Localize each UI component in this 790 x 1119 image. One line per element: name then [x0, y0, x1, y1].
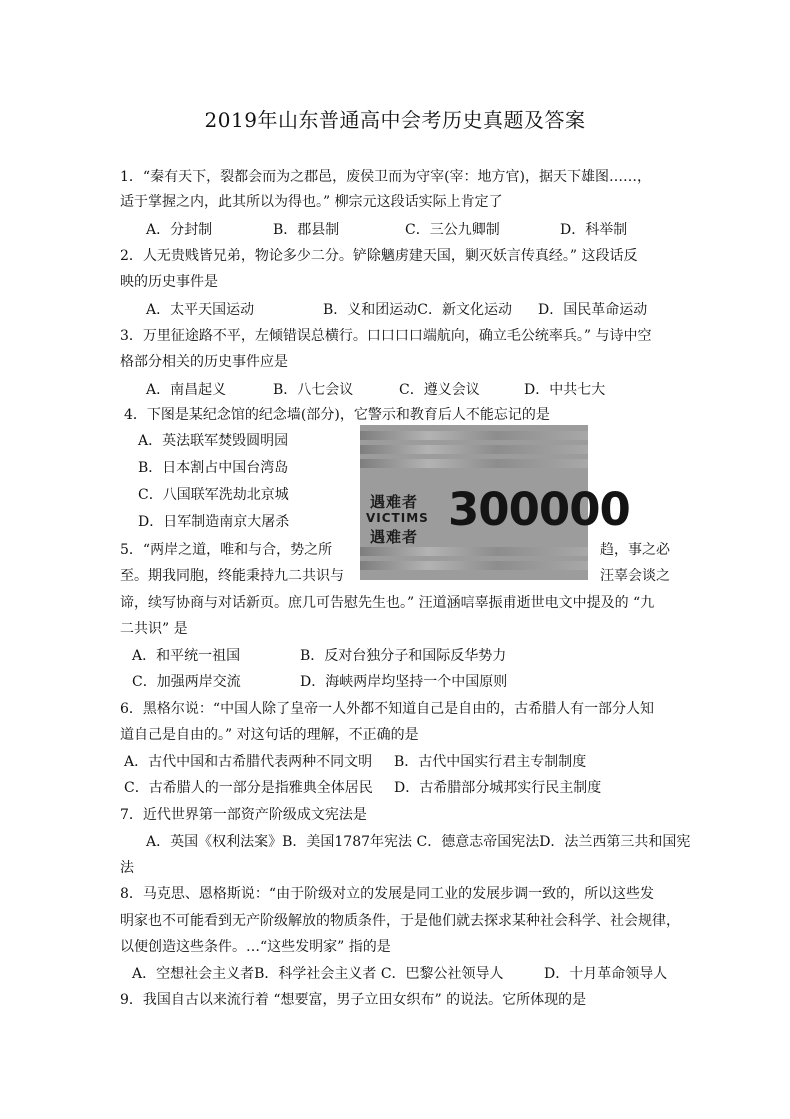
q4-option-b: B．日本割占中国台湾岛 [138, 460, 289, 476]
q1-stem-line-1: 1．“秦有天下，裂都会而为之郡邑，废侯卫而为守宰(宰：地方官)，据天下雄图……， [120, 169, 651, 185]
q3-option-a: A．南昌起义 [146, 382, 227, 398]
memorial-wall-photo [360, 425, 630, 580]
q8-option-d: D．十月革命领导人 [544, 966, 668, 982]
q2-stem-line-2: 映的历史事件是 [120, 274, 218, 290]
q5-option-a: A．和平统一祖国 [132, 648, 241, 664]
q2-option-bc: B．义和团运动C．新文化运动 [323, 302, 512, 318]
q5-stem-line-4: 二共识” 是 [120, 621, 188, 637]
photo-victims-cn-bottom: 遇难者 [370, 528, 419, 546]
page-title: 2019年山东普通高中会考历史真题及答案 [204, 108, 586, 132]
q5-stem-line-2-right: 汪辜会谈之 [600, 568, 670, 584]
q1-option-d: D．科举制 [560, 222, 628, 238]
q8-option-abc: A．空想社会主义者B．科学社会主义者 C．巴黎公社领导人 [132, 966, 504, 982]
q7-stem-line-1: 7．近代世界第一部资产阶级成文宪法是 [120, 807, 367, 823]
photo-victims-en: VICTIMS [366, 511, 429, 525]
q1-option-c: C．三公九卿制 [405, 222, 500, 238]
q6-option-a: A．古代中国和古希腊代表两种不同文明 [124, 754, 373, 770]
q4-stem-line-1: 4．下图是某纪念馆的纪念墙(部分)，它警示和教育后人不能忘记的是 [124, 407, 550, 423]
q4-option-a: A．英法联军焚毁圆明园 [138, 433, 289, 449]
q9-stem-line-1: 9．我国自古以来流行着 “想要富，男子立田女织布” 的说法。它所体现的是 [120, 992, 587, 1008]
q4-option-c: C．八国联军洗劫北京城 [138, 487, 289, 503]
q6-stem-line-1: 6．黑格尔说：“中国人除了皇帝一人外都不知道自己是自由的，古希腊人有一部分人知 [120, 701, 655, 717]
q1-stem-line-2: 适于掌握之内，此其所以为得也。” 柳宗元这段话实际上肯定了 [120, 194, 503, 210]
q3-option-c: C．遵义会议 [399, 382, 480, 398]
q5-stem-line-3: 谛，续写协商与对话新页。庶几可告慰先生也。” 汪道涵唁辜振甫逝世电文中提及的 “九 [120, 595, 655, 611]
q5-option-d: D．海峡两岸均坚持一个中国原则 [300, 674, 508, 690]
q5-stem-line-1-right: 趋，事之必 [600, 542, 670, 558]
q3-stem-line-2: 格部分相关的历史事件应是 [120, 354, 288, 370]
photo-victims-cn-top: 遇难者 [370, 493, 419, 511]
q8-stem-line-1: 8．马克思、恩格斯说：“由于阶级对立的发展是同工业的发展步调一致的，所以这些发 [120, 886, 655, 902]
q2-stem-line-1: 2．人无贵贱皆兄弟，物论多少二分。铲除魑虏建天国，剿灭妖言传真经。” 这段话反 [120, 248, 638, 264]
q6-option-b: B．古代中国实行君主专制制度 [394, 754, 587, 770]
q5-option-c: C．加强两岸交流 [132, 674, 241, 690]
q1-option-a: A．分封制 [146, 222, 213, 238]
q8-stem-line-2: 明家也不可能看到无产阶级解放的物质条件，于是他们就去探求某种社会科学、社会规律， [120, 913, 680, 929]
q6-option-c: C．古希腊人的一部分是指雅典全体居民 [124, 780, 373, 796]
q7-options-line: A．英国《权利法案》B．美国1787年宪法 C．德意志帝国宪法D．法兰西第三共和国宪 [146, 834, 691, 850]
q2-option-a: A．太平天国运动 [146, 302, 255, 318]
q4-option-d: D．日军制造南京大屠杀 [138, 514, 290, 530]
q8-stem-line-3: 以便创造这些条件。…“这些发明家” 指的是 [120, 939, 391, 955]
q5-stem-line-1-left: 5．“两岸之道，唯和与合，势之所 [120, 542, 333, 558]
q6-option-d: D．古希腊部分城邦实行民主制度 [394, 780, 602, 796]
photo-victim-count: 300000 [448, 483, 630, 536]
q1-option-b: B．郡县制 [273, 222, 340, 238]
q5-option-b: B．反对台独分子和国际反华势力 [300, 648, 507, 664]
q7-options-wrap: 法 [120, 860, 134, 876]
q3-option-b: B．八七会议 [273, 382, 354, 398]
q6-stem-line-2: 道自己是自由的。” 对这句话的理解，不正确的是 [120, 727, 419, 743]
q2-option-d: D．国民革命运动 [538, 302, 648, 318]
q3-stem-line-1: 3．万里征途路不平，左倾错误总横行。口口口口端航向，确立毛公统率兵。” 与诗中空 [120, 328, 652, 344]
q5-stem-line-2-left: 至。期我同胞，终能秉持九二共识与 [120, 568, 344, 584]
q3-option-d: D．中共七大 [524, 382, 606, 398]
